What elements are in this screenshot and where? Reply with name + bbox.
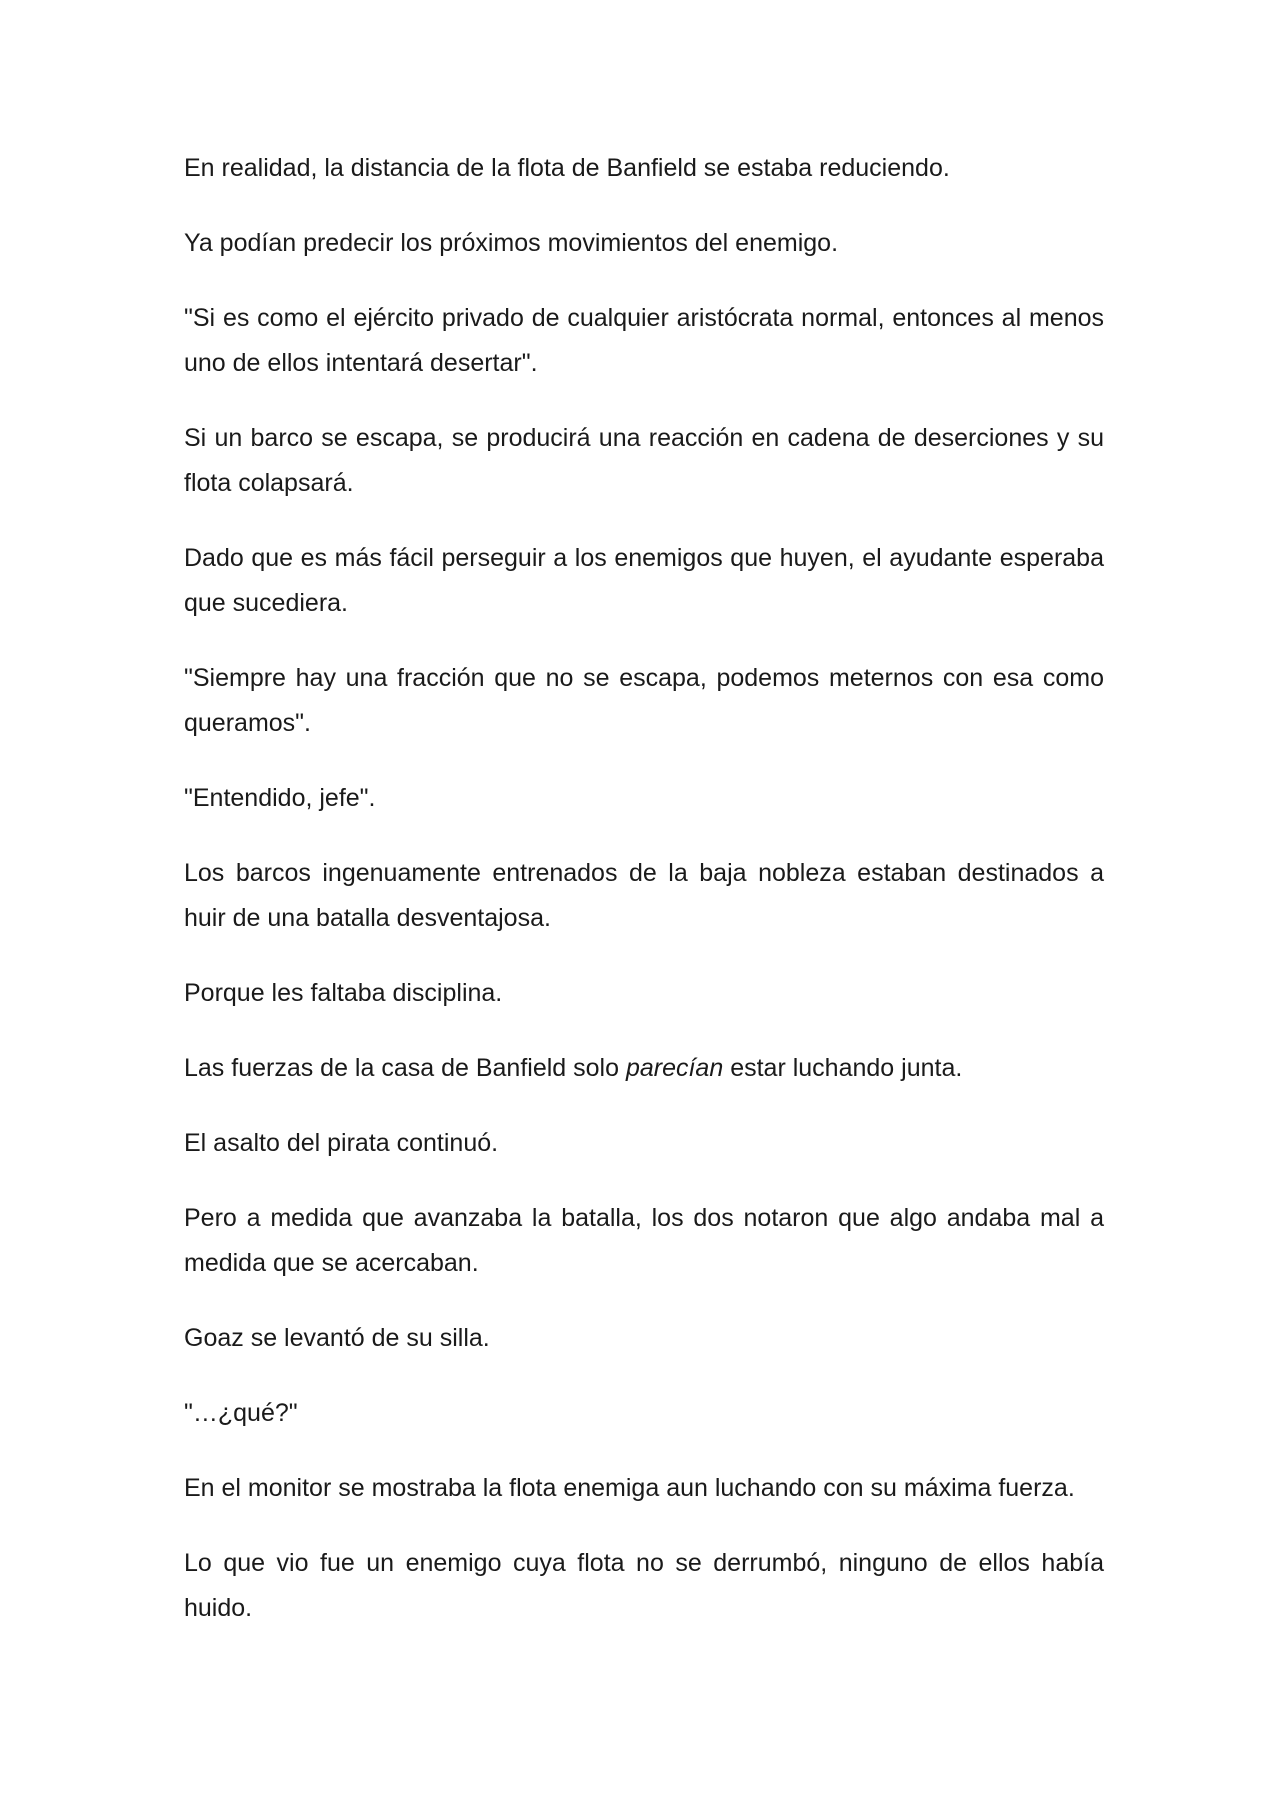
paragraph: Ya podían predecir los próximos movimientos del enemigo. <box>184 229 839 257</box>
paragraph: "…¿qué?" <box>184 1399 298 1427</box>
paragraph: El asalto del pirata continuó. <box>184 1129 499 1157</box>
paragraph: Pero a medida que avanzaba la batalla, los dos notaron que algo andaba mal a medida que se acercaban. <box>184 1204 1104 1277</box>
paragraph: Los barcos ingenuamente entrenados de la baja nobleza estaban destinados a huir de una batalla desventajosa. <box>184 859 1104 932</box>
paragraph: En el monitor se mostraba la flota enemiga aun luchando con su máxima fuerza. <box>184 1474 1075 1502</box>
paragraph-with-italic <box>184 1046 1104 1091</box>
paragraph: Porque les faltaba disciplina. <box>184 979 503 1007</box>
paragraph: En realidad, la distancia de la flota de Banfield se estaba reduciendo. <box>184 154 950 182</box>
document-body <box>184 146 1104 1661</box>
paragraph-text-after: estar luchando junta. <box>723 1054 963 1082</box>
paragraph: Si un barco se escapa, se producirá una reacción en cadena de deserciones y su flota colapsará. <box>184 424 1104 497</box>
paragraph: "Si es como el ejército privado de cualquier aristócrata normal, entonces al menos uno de ellos intentará desertar". <box>184 304 1104 377</box>
paragraph: Goaz se levantó de su silla. <box>184 1324 490 1352</box>
paragraph: Lo que vio fue un enemigo cuya flota no se derrumbó, ninguno de ellos había huido. <box>184 1549 1104 1622</box>
paragraph-text-before: Las fuerzas de la casa de Banfield solo <box>184 1054 626 1082</box>
paragraph: Dado que es más fácil perseguir a los enemigos que huyen, el ayudante esperaba que sucediera. <box>184 544 1104 617</box>
paragraph: "Entendido, jefe". <box>184 784 376 812</box>
italic-word: parecían <box>625 1054 724 1082</box>
paragraph: "Siempre hay una fracción que no se escapa, podemos meternos con esa como queramos". <box>184 664 1104 737</box>
